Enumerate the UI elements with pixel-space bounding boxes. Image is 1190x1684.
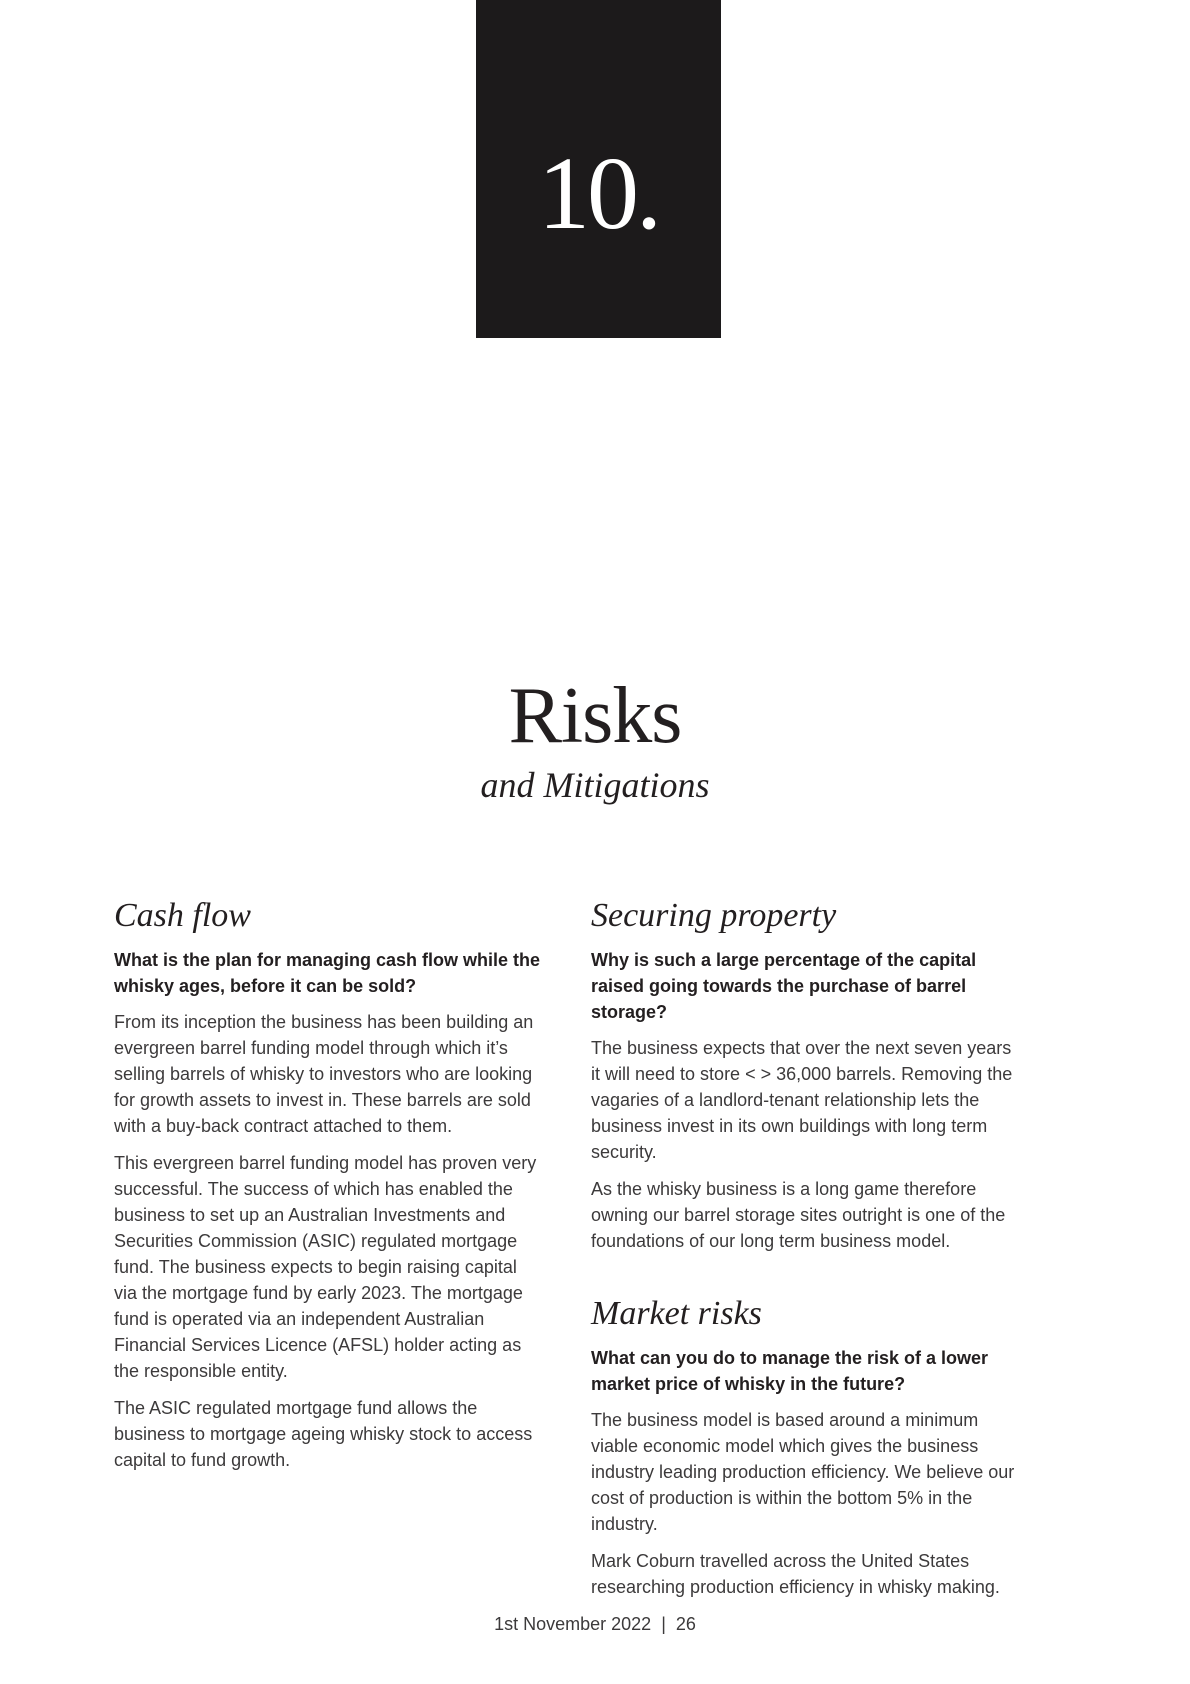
chapter-number: 10. [538,136,659,251]
section-paragraph: Mark Coburn travelled across the United States researching production efficiency in whisky making. [591,1550,1000,1597]
section-paragraph: The business expects that over the next seven years it will need to store < > 36,000 barrels. Removing the vagaries of a landlord-tenant relationship lets the business invest in its own buildings with long term security. [591,1037,1013,1162]
section-heading: Cash flow [114,897,251,934]
section-securing-property [591,896,1021,1254]
page-title: Risks [508,672,682,760]
section-paragraph: This evergreen barrel funding model has proven very successful. The success of which has enabled the business to set up an Australian Investments and Securities Commission (ASIC) regulated mortgage fund. The business expects to begin raising capital via the mortgage fund by early 2023. The mortgage fund is operated via an independent Australian Financial Services Licence (AFSL) holder acting as the responsible entity. [114,1152,537,1381]
left-column [114,896,544,1484]
section-paragraph: From its inception the business has been building an evergreen barrel funding model through which it’s selling barrels of whisky to investors who are looking for growth assets to invest in. These barrels are sold with a buy-back contract attached to them. [114,1011,534,1136]
page-subtitle: and Mitigations [480,765,710,805]
section-question: What can you do to manage the risk of a lower market price of whisky in the future? [591,1347,989,1394]
page-number: 26 [675,1614,696,1634]
title-block [0,672,1190,806]
section-paragraph: The ASIC regulated mortgage fund allows the business to mortgage ageing whisky stock to access capital to fund growth. [114,1397,533,1470]
footer-date: 1st November 2022 [494,1614,652,1634]
page-footer [0,1614,1190,1635]
right-column [591,896,1021,1611]
section-heading: Securing property [591,897,837,934]
footer-separator: | [661,1614,666,1634]
section-paragraph: As the whisky business is a long game therefore owning our barrel storage sites outright is one of the foundations of our long term business model. [591,1178,1006,1251]
section-heading: Market risks [591,1294,762,1332]
section-question: Why is such a large percentage of the capital raised going towards the purchase of barrel storage? [591,949,977,1022]
section-paragraph: The business model is based around a minimum viable economic model which gives the business industry leading production efficiency. We believe our cost of production is within the bottom 5% in the industry. [591,1409,1015,1534]
section-cash-flow [114,896,544,1473]
section-market-risks [591,1294,1021,1600]
chapter-number-box [476,0,721,338]
section-question: What is the plan for managing cash flow while the whisky ages, before it can be sold? [114,949,541,996]
